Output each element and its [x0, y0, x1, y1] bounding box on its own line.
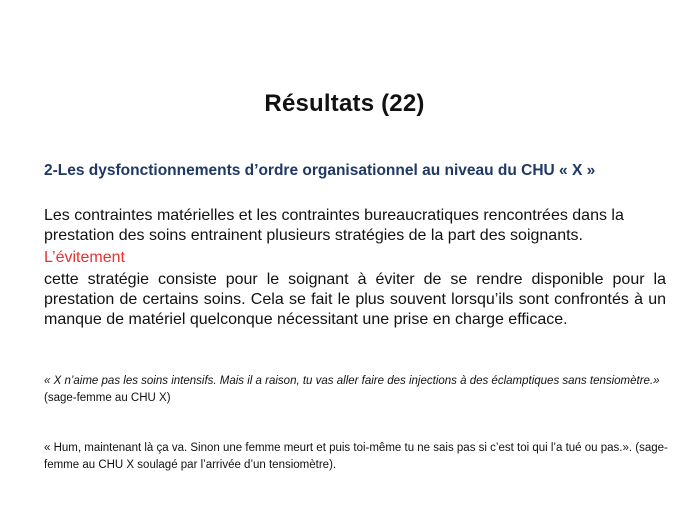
quote-1-text: « X n’aime pas les soins intensifs. Mais il a raison, tu vas aller faire des injections à des éclamptiques sans tensiomètre.» — [44, 375, 660, 387]
quote-1 — [44, 373, 674, 407]
quote-2: « Hum, maintenant là ça va. Sinon une femme meurt et puis toi-même tu ne sais pas si c’est toi qui l’a tué ou pas.». (sage-femme au CHU X soulagé par l’arrivée d’un tensiomètre). — [44, 442, 668, 471]
quote-1-attribution: (sage-femme au CHU X) — [44, 392, 171, 404]
section-heading: L’évitement — [44, 249, 125, 266]
body-paragraph: cette stratégie consiste pour le soignant à éviter de se rendre disponible pour la prestation de certains soins. Cela se fait le plus souvent lorsqu’ils sont confrontés à un manque de matériel quelconque nécessitant une prise en charge efficace. — [44, 271, 666, 328]
slide-subtitle: 2-Les dysfonctionnements d’ordre organisationnel au niveau du CHU « X » — [44, 162, 596, 179]
slide-title: Résultats (22) — [264, 90, 425, 117]
intro-paragraph: Les contraintes matérielles et les contraintes bureaucratiques rencontrées dans la prestation des soins entrainent plusieurs stratégies de la part des soignants. — [44, 207, 624, 244]
